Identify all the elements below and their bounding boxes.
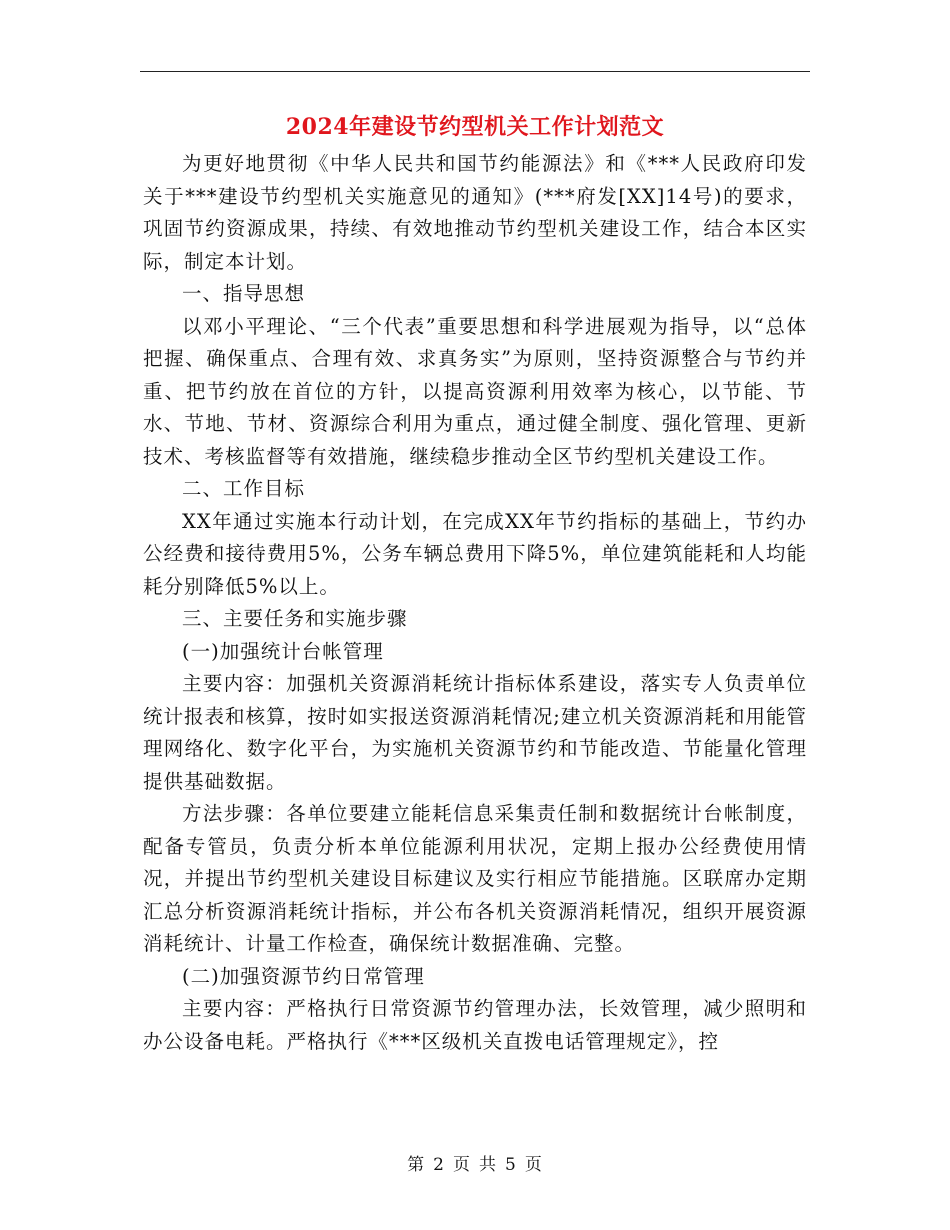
footer-prefix: 第 <box>407 1155 426 1175</box>
subheading-daily-management: (二)加强资源节约日常管理 <box>182 964 425 988</box>
footer-page-label: 页 <box>453 1155 471 1175</box>
document-title: 2024年建设节约型机关工作计划范文 <box>285 114 665 140</box>
subheading-statistics-ledger: (一)加强统计台帐管理 <box>182 639 384 663</box>
document-body <box>143 148 807 1058</box>
paragraph-statistics-steps: 方法步骤：各单位要建立能耗信息采集责任制和数据统计台帐制度，配备专管员，负责分析本单位能源利用状况，定期上报办公经费使用情况，并提出节约型机关建设目标建议及实行相应节能措施。区联席办定期汇总分析资源消耗统计指标，并公布各机关资源消耗情况，组织开展资源消耗统计、计量工作检查，确保统计数据准确、完整。 <box>143 802 807 955</box>
header-rule <box>140 71 810 72</box>
page-footer <box>0 1153 950 1177</box>
footer-suffix: 页 <box>524 1155 543 1175</box>
paragraph-intro: 为更好地贯彻《中华人民共和国节约能源法》和《***人民政府印发关于***建设节约型机关实施意见的通知》(***府发[XX]14号)的要求，巩固节约资源成果，持续、有效地推动节约型机关建设工作，结合本区实际，制定本计划。 <box>143 152 807 273</box>
heading-main-tasks: 三、主要任务和实施步骤 <box>182 607 408 630</box>
page-number-total: 5 <box>505 1155 517 1175</box>
heading-guiding-ideology: 一、指导思想 <box>182 282 306 305</box>
footer-total-label: 共 <box>479 1155 497 1175</box>
heading-work-goals: 二、工作目标 <box>182 477 306 500</box>
paragraph-statistics-content: 主要内容：加强机关资源消耗统计指标体系建设，落实专人负责单位统计报表和核算，按时如实报送资源消耗情况;建立机关资源消耗和用能管理网络化、数字化平台，为实施机关资源节约和节能改造、节能量化管理提供基础数据。 <box>143 672 807 793</box>
paragraph-daily-management-content: 主要内容：严格执行日常资源节约管理办法，长效管理，减少照明和办公设备电耗。严格执行《***区级机关直拨电话管理规定》，控 <box>143 997 807 1053</box>
paragraph-guiding-ideology: 以邓小平理论、“三个代表”重要思想和科学进展观为指导，以“总体把握、确保重点、合理有效、求真务实”为原则，坚持资源整合与节约并重、把节约放在首位的方针，以提高资源利用效率为核心，以节能、节水、节地、节材、资源综合利用为重点，通过健全制度、强化管理、更新技术、考核监督等有效措施，继续稳步推动全区节约型机关建设工作。 <box>143 314 807 468</box>
paragraph-work-goals: XX年通过实施本行动计划，在完成XX年节约指标的基础上，节约办公经费和接待费用5%，公务车辆总费用下降5%，单位建筑能耗和人均能耗分别降低5%以上。 <box>143 509 807 598</box>
page-number-current: 2 <box>433 1155 445 1175</box>
